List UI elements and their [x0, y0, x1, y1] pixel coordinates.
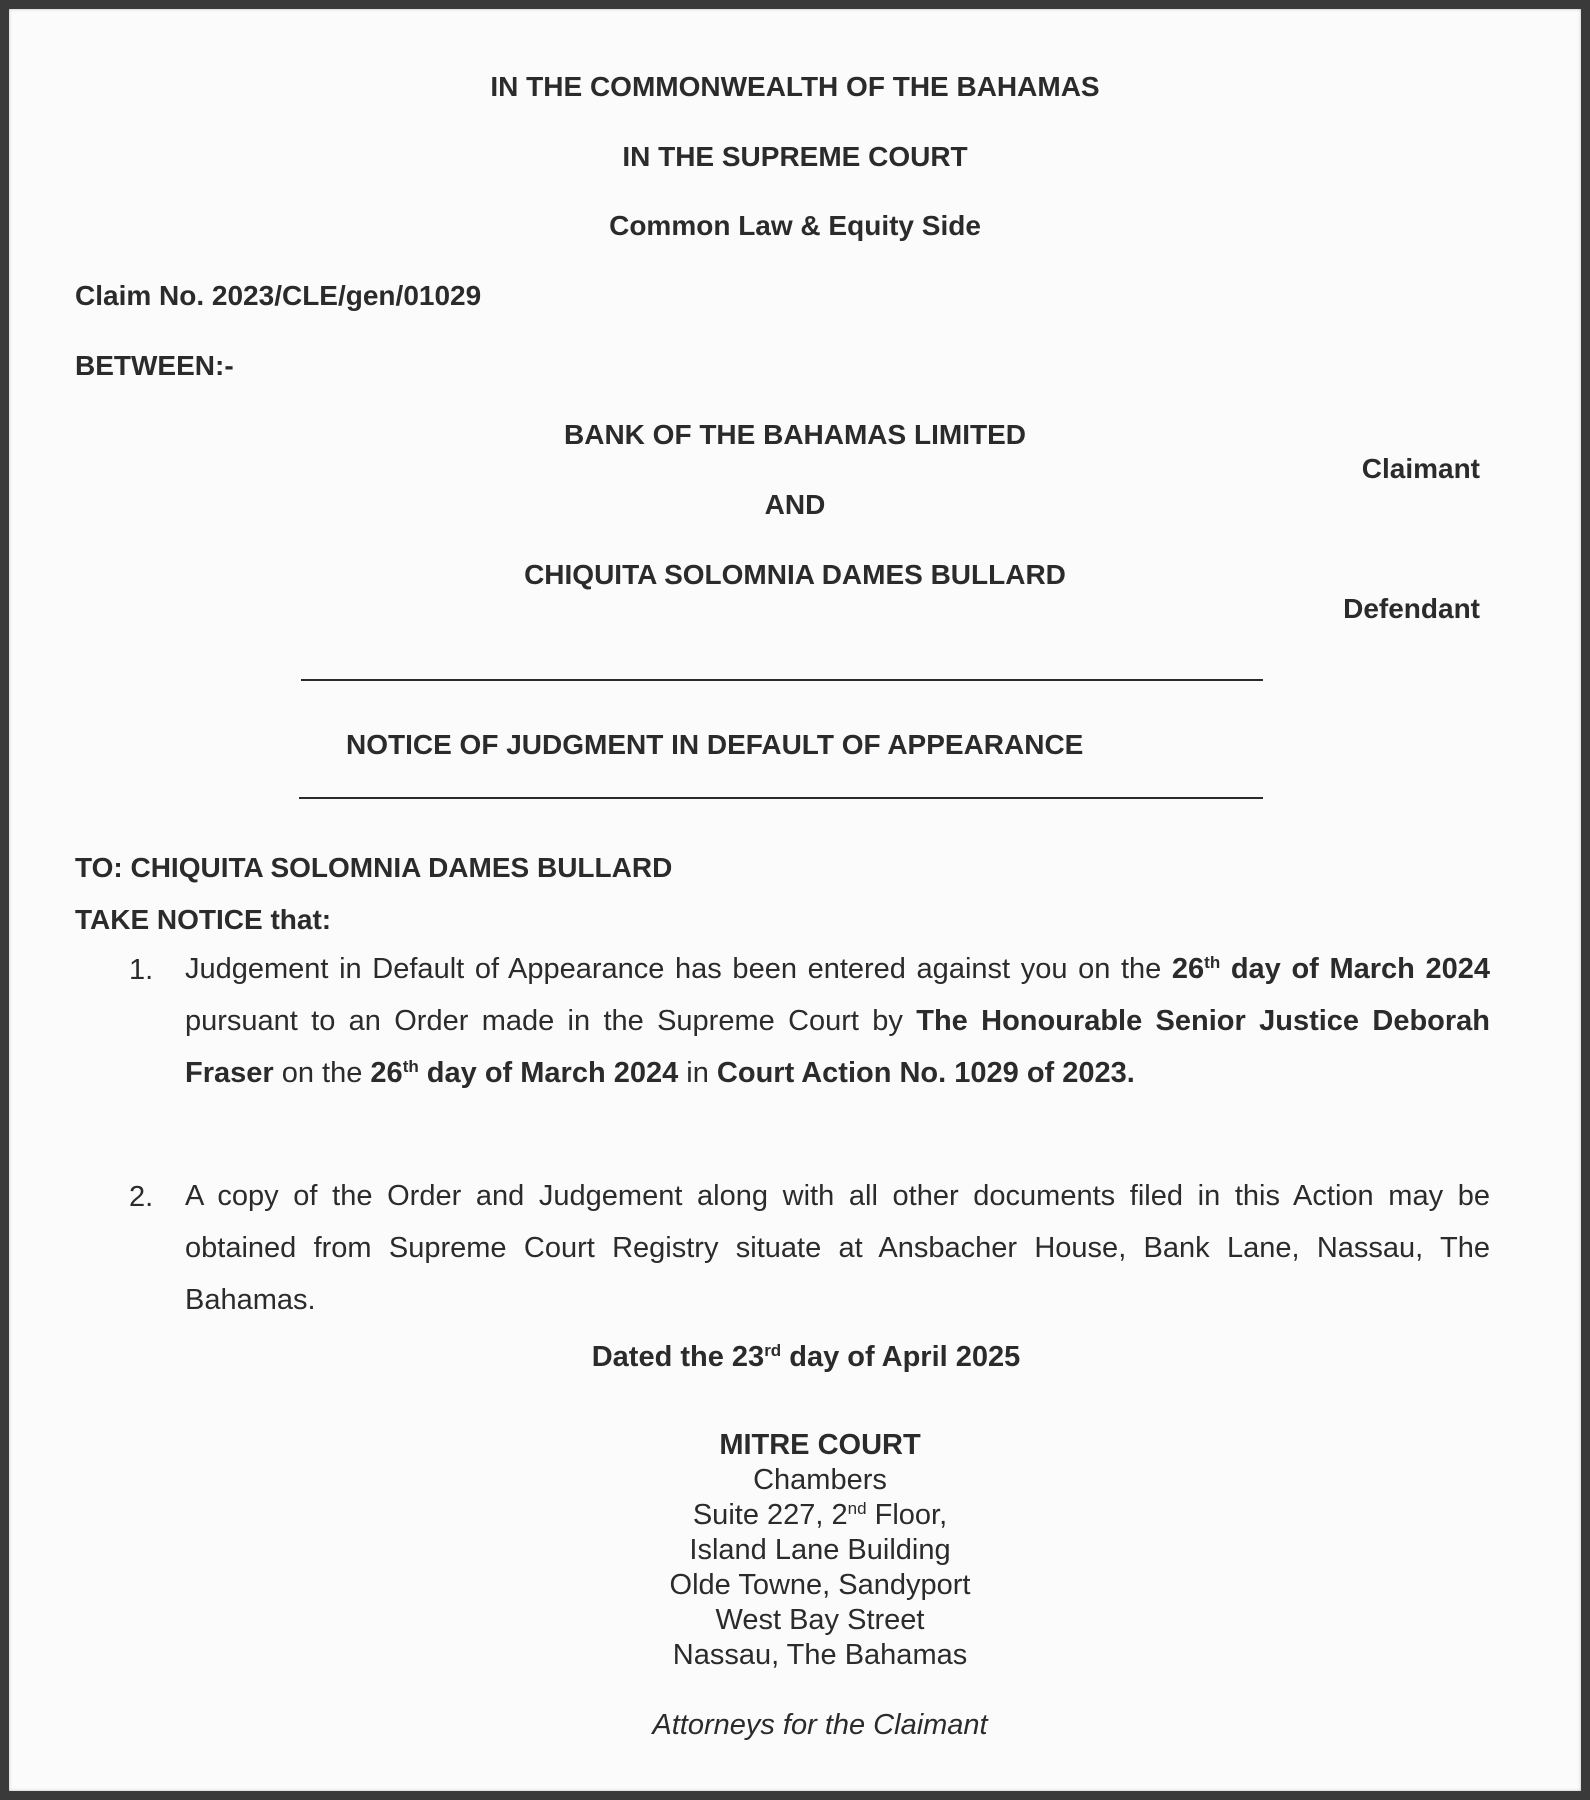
claimant-label: Claimant	[1361, 453, 1480, 484]
and-label: AND	[764, 489, 826, 520]
attorney-role: Attorneys for the Claimant	[652, 1709, 988, 1741]
court-side: Common Law & Equity Side	[609, 210, 981, 241]
claimant-name: BANK OF THE BAHAMAS LIMITED	[564, 419, 1026, 450]
between-label: BETWEEN:-	[75, 350, 234, 381]
document-page	[9, 9, 1581, 1791]
notice-item-1: Judgement in Default of Appearance has been entered against you on the 26th day of March 2024 pursuant to an Order made in the Supreme Court by The Honourable Senior Justice Deborah Fraser on the 26th day of March 2024 in Court Action No. 1029 of 2023.	[185, 953, 1491, 1089]
address-line: Suite 227, 2nd Floor,	[692, 1499, 948, 1531]
address-line: Olde Towne, Sandyport	[669, 1569, 971, 1601]
address-line: Nassau, The Bahamas	[672, 1639, 968, 1671]
notice-item-2: A copy of the Order and Judgement along with all other documents filed in this Action may be obtained from Supreme Court Registry situate at Ansbacher House, Bank Lane, Nassau, The Bahamas.	[185, 1180, 1490, 1316]
address-line: West Bay Street	[715, 1604, 925, 1636]
bottom-rule	[299, 797, 1263, 799]
address-line: Chambers	[753, 1464, 887, 1496]
court-name: IN THE SUPREME COURT	[622, 141, 968, 172]
notice-title: NOTICE OF JUDGMENT IN DEFAULT OF APPEARANCE	[346, 729, 1084, 760]
firm-name: MITRE COURT	[719, 1429, 921, 1461]
item-number: 1.	[129, 954, 154, 986]
defendant-name: CHIQUITA SOLOMNIA DAMES BULLARD	[524, 559, 1066, 590]
court-jurisdiction: IN THE COMMONWEALTH OF THE BAHAMAS	[490, 71, 1100, 102]
top-rule	[301, 679, 1263, 681]
defendant-label: Defendant	[1343, 593, 1480, 624]
recipient-line: TO: CHIQUITA SOLOMNIA DAMES BULLARD	[75, 852, 673, 883]
dated-line: Dated the 23rd day of April 2025	[591, 1341, 1021, 1373]
claim-number: Claim No. 2023/CLE/gen/01029	[75, 280, 482, 311]
item-number: 2.	[129, 1181, 154, 1213]
address-line: Island Lane Building	[689, 1534, 951, 1566]
take-notice: TAKE NOTICE that:	[75, 904, 332, 935]
